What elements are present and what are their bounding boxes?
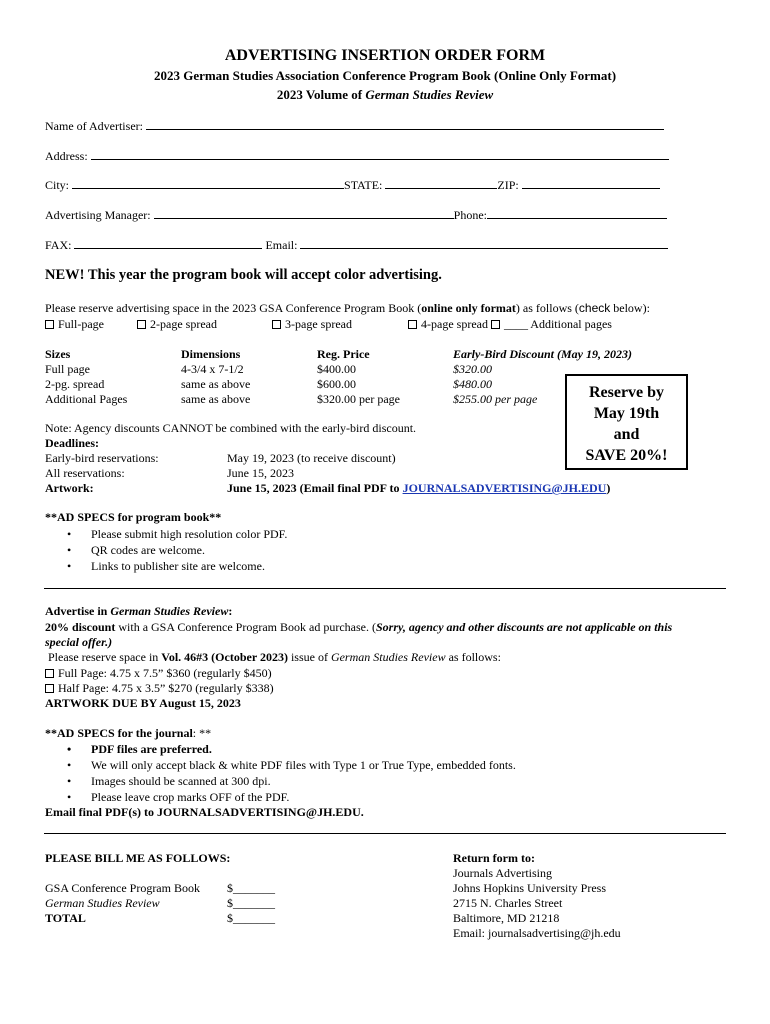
address-field[interactable]: Address: bbox=[45, 149, 669, 164]
agency-note: Note: Agency discounts CANNOT be combined with the early-bird discount. bbox=[45, 421, 417, 435]
divider bbox=[44, 588, 726, 589]
program-specs-heading: **AD SPECS for program book** bbox=[45, 510, 222, 524]
billing-label-total: TOTAL bbox=[45, 911, 86, 925]
state-input-line[interactable] bbox=[385, 178, 497, 189]
pricing-cell: $255.00 per page bbox=[453, 392, 538, 406]
billing-value-total[interactable]: $_______ bbox=[227, 911, 275, 925]
advertiser-input-line[interactable] bbox=[146, 119, 664, 130]
list-item: • Links to publisher site are welcome. bbox=[45, 558, 287, 574]
artwork-label: Artwork: bbox=[45, 481, 94, 495]
manager-input-line[interactable] bbox=[154, 208, 454, 219]
option-2-page-spread[interactable]: 2-page spread bbox=[137, 317, 217, 332]
return-heading: Return form to: bbox=[453, 851, 535, 865]
pricing-header-reg-price: Reg. Price bbox=[317, 347, 370, 361]
checkbox-icon[interactable] bbox=[45, 320, 54, 329]
fax-input-line[interactable] bbox=[74, 238, 262, 249]
option-review-full-page[interactable]: Full Page: 4.75 x 7.5” $360 (regularly $450) bbox=[45, 666, 272, 681]
review-discount-note-cont: special offer.) bbox=[45, 635, 113, 649]
billing-label-review: German Studies Review bbox=[45, 896, 160, 910]
phone-input-line[interactable] bbox=[487, 208, 667, 219]
program-specs-list bbox=[45, 526, 287, 574]
city-input-line[interactable] bbox=[72, 178, 344, 189]
return-line: Johns Hopkins University Press bbox=[453, 881, 607, 895]
address-input-line[interactable] bbox=[91, 149, 669, 160]
journal-specs-heading: **AD SPECS for the journal: ** bbox=[45, 726, 212, 740]
review-artwork-due: ARTWORK DUE BY August 15, 2023 bbox=[45, 696, 241, 710]
pricing-cell: $600.00 bbox=[317, 377, 356, 391]
pricing-cell: 2-pg. spread bbox=[45, 377, 105, 391]
checkbox-icon[interactable] bbox=[45, 684, 54, 693]
pricing-cell: same as above bbox=[181, 392, 251, 406]
return-line: Journals Advertising bbox=[453, 866, 552, 880]
return-line: 2715 N. Charles Street bbox=[453, 896, 563, 910]
form-subtitle-program-book: 2023 German Studies Association Conference Program Book (Online Only Format) bbox=[153, 68, 617, 83]
pricing-header-sizes: Sizes bbox=[45, 347, 71, 361]
pricing-cell: $320.00 per page bbox=[317, 392, 400, 406]
billing-value-review[interactable]: $_______ bbox=[227, 896, 275, 910]
pricing-cell: 4-3/4 x 7-1/2 bbox=[181, 362, 244, 376]
pricing-header-dimensions: Dimensions bbox=[181, 347, 241, 361]
early-bird-value: May 19, 2023 (to receive discount) bbox=[227, 451, 396, 465]
early-bird-label: Early-bird reservations: bbox=[45, 451, 159, 465]
all-reservations-label: All reservations: bbox=[45, 466, 125, 480]
pricing-cell: $320.00 bbox=[453, 362, 492, 376]
email-input-line[interactable] bbox=[300, 238, 668, 249]
list-item: • We will only accept black & white PDF files with Type 1 or True Type, embedded fonts. bbox=[45, 757, 516, 773]
new-color-heading: NEW! This year the program book will accept color advertising. bbox=[45, 267, 442, 283]
list-item: • PDF files are preferred. bbox=[45, 741, 516, 757]
pricing-header-early-bird: Early-Bird Discount (May 19, 2023) bbox=[453, 347, 633, 361]
pricing-cell: same as above bbox=[181, 377, 251, 391]
journal-email-line: Email final PDF(s) to JOURNALSADVERTISING@JH.EDU. bbox=[45, 805, 364, 819]
checkbox-icon[interactable] bbox=[408, 320, 417, 329]
list-item: • Please submit high resolution color PDF. bbox=[45, 526, 287, 542]
billing-heading: PLEASE BILL ME AS FOLLOWS: bbox=[45, 851, 231, 865]
artwork-value: June 15, 2023 (Email final PDF to JOURNALSADVERTISING@JH.EDU) bbox=[227, 481, 611, 495]
return-email: Email: journalsadvertising@jh.edu bbox=[453, 926, 621, 940]
list-item: • Images should be scanned at 300 dpi. bbox=[45, 773, 516, 789]
form-title: ADVERTISING INSERTION ORDER FORM bbox=[224, 47, 546, 64]
return-line: Baltimore, MD 21218 bbox=[453, 911, 560, 925]
fax-email-field[interactable]: FAX: Email: bbox=[45, 238, 668, 253]
city-state-zip-field[interactable]: City: STATE: ZIP: bbox=[45, 178, 660, 193]
artwork-email-link[interactable]: JOURNALSADVERTISING@JH.EDU bbox=[402, 481, 607, 495]
list-item: • QR codes are welcome. bbox=[45, 542, 287, 558]
option-full-page[interactable]: Full-page bbox=[45, 317, 104, 332]
billing-label-program-book: GSA Conference Program Book bbox=[45, 881, 200, 895]
list-item: • Please leave crop marks OFF of the PDF. bbox=[45, 789, 516, 805]
checkbox-icon[interactable] bbox=[137, 320, 146, 329]
pricing-cell: Additional Pages bbox=[45, 392, 128, 406]
deadlines-label: Deadlines: bbox=[45, 436, 99, 450]
option-3-page-spread[interactable]: 3-page spread bbox=[272, 317, 352, 332]
journal-specs-list bbox=[45, 741, 516, 805]
option-4-page-spread[interactable]: 4-page spread ____ Additional pages bbox=[408, 317, 612, 332]
review-discount: 20% discount with a GSA Conference Program Book ad purchase. (Sorry, agency and other discounts are not applicable on this bbox=[45, 620, 673, 634]
promo-box: Reserve by May 19th and SAVE 20%! bbox=[565, 374, 688, 470]
review-heading: Advertise in German Studies Review: bbox=[45, 604, 233, 618]
zip-input-line[interactable] bbox=[522, 178, 660, 189]
checkbox-icon[interactable] bbox=[272, 320, 281, 329]
manager-phone-field[interactable]: Advertising Manager: Phone: bbox=[45, 208, 667, 223]
reserve-instructions: Please reserve advertising space in the 2023 GSA Conference Program Book (online only format) as follows (check below): bbox=[45, 301, 650, 315]
option-review-half-page[interactable]: Half Page: 4.75 x 3.5” $270 (regularly $338) bbox=[45, 681, 274, 696]
all-reservations-value: June 15, 2023 bbox=[227, 466, 294, 480]
advertiser-field[interactable]: Name of Advertiser: bbox=[45, 119, 664, 134]
divider bbox=[44, 833, 726, 834]
pricing-cell: $480.00 bbox=[453, 377, 492, 391]
checkbox-icon[interactable] bbox=[45, 669, 54, 678]
review-reserve-line: Please reserve space in Vol. 46#3 (October 2023) issue of German Studies Review as follows: bbox=[48, 650, 501, 664]
form-subtitle-journal: 2023 Volume of German Studies Review bbox=[276, 87, 494, 102]
pricing-cell: Full page bbox=[45, 362, 90, 376]
billing-value-program-book[interactable]: $_______ bbox=[227, 881, 275, 895]
checkbox-icon[interactable] bbox=[491, 320, 500, 329]
pricing-cell: $400.00 bbox=[317, 362, 356, 376]
